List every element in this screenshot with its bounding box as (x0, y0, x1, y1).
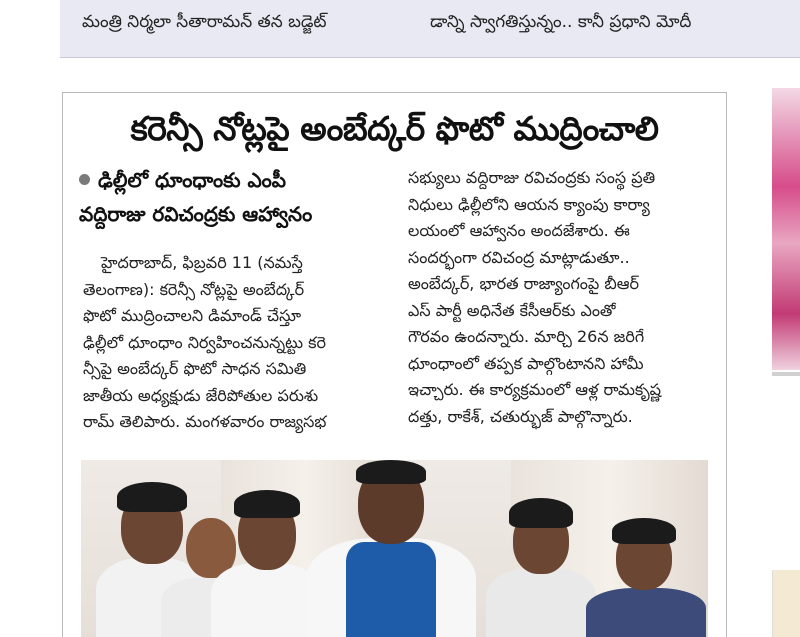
article-headline: కరెన్సీ నోట్లపై అంబేద్కర్‌ ఫొటో ముద్రించాలి (130, 109, 659, 148)
body-line: లయంలో ఆహ్వానం అందజేశారు. ఈ (408, 221, 630, 240)
body-line: నిధులు ఢిల్లీలోని ఆయన క్యాంపు కార్యా (408, 194, 650, 214)
adjacent-article-text-right: డాన్ని స్వాగతిస్తున్నం.. కానీ ప్రధాని మోదీ (430, 12, 692, 32)
article-body-right-column (408, 165, 718, 430)
body-line: జాతీయ అధ్యక్షుడు జేరిపోతుల పరుశు (83, 385, 319, 405)
article-body-left-column (83, 250, 411, 436)
body-line: సభ్యులు వద్దిరాజు రవిచంద్రకు సంస్థ ప్రతి (408, 168, 656, 187)
adjacent-box-fragment (772, 570, 800, 637)
body-line: ఇచ్చారు. ఈ కార్యక్రమంలో ఆళ్ల రామకృష్ణ (408, 380, 662, 399)
body-line: ఢిల్లీలో ధూంధాం నిర్వహించనున్నట్టు కరె (83, 332, 326, 352)
body-line: రామ్‌ తెలిపారు. మంగళవారం రాజ్యసభ (83, 412, 327, 431)
body-line: దత్తు, రాకేశ్‌, చతుర్భుజ్‌ పాల్గొన్నారు. (408, 406, 633, 426)
photo-person (586, 518, 706, 637)
photo-person-center (306, 460, 476, 637)
subheading-line-1: ఢిల్లీలో ధూంధాంకు ఎంపీ (79, 163, 399, 197)
subheading-line-2: వద్దిరాజు రవిచంద్రకు ఆహ్వానం (79, 202, 313, 226)
news-article (62, 92, 727, 637)
body-line: అంబేద్కర్‌, భారత రాజ్యాంగంపై బీఆర్‌ (408, 274, 639, 293)
body-line: హైదరాబాద్‌, ఫిబ్రవరి 11 (నమస్తే (101, 253, 303, 272)
adjacent-article-strip (60, 0, 800, 58)
body-line: గౌరవం ఉందన్నారు. మార్చి 26న జరిగే (408, 327, 645, 346)
article-subheading (79, 163, 399, 231)
article-group-photo (81, 460, 708, 637)
body-line: న్సీపై అంబేద్కర్‌ ఫొటో సాధన సమితి (83, 359, 307, 378)
body-line: తెలంగాణ): కరెన్సీ నోట్లపై అంబేద్కర్‌ (83, 279, 305, 299)
body-line: ఎస్‌ పార్టీ అధినేత కేసీఆర్‌కు ఎంతో (408, 300, 616, 320)
body-line: ఫొటో ముద్రించాలని డిమాండ్‌ చేస్తూ (83, 306, 302, 325)
bullet-icon (79, 174, 90, 185)
divider (772, 372, 800, 376)
photo-person (481, 488, 601, 637)
adjacent-article-text-left: మంత్రి నిర్మలా సీతారామన్‌ తన బడ్జెట్‌ (82, 12, 327, 32)
body-line: సందర్భంగా రవిచంద్ర మాట్లాడుతూ.. (408, 247, 630, 267)
body-line: ధూంధాంలో తప్పక పాల్గొంటానని హామీ (408, 353, 644, 373)
adjacent-photo-fragment (772, 88, 800, 370)
